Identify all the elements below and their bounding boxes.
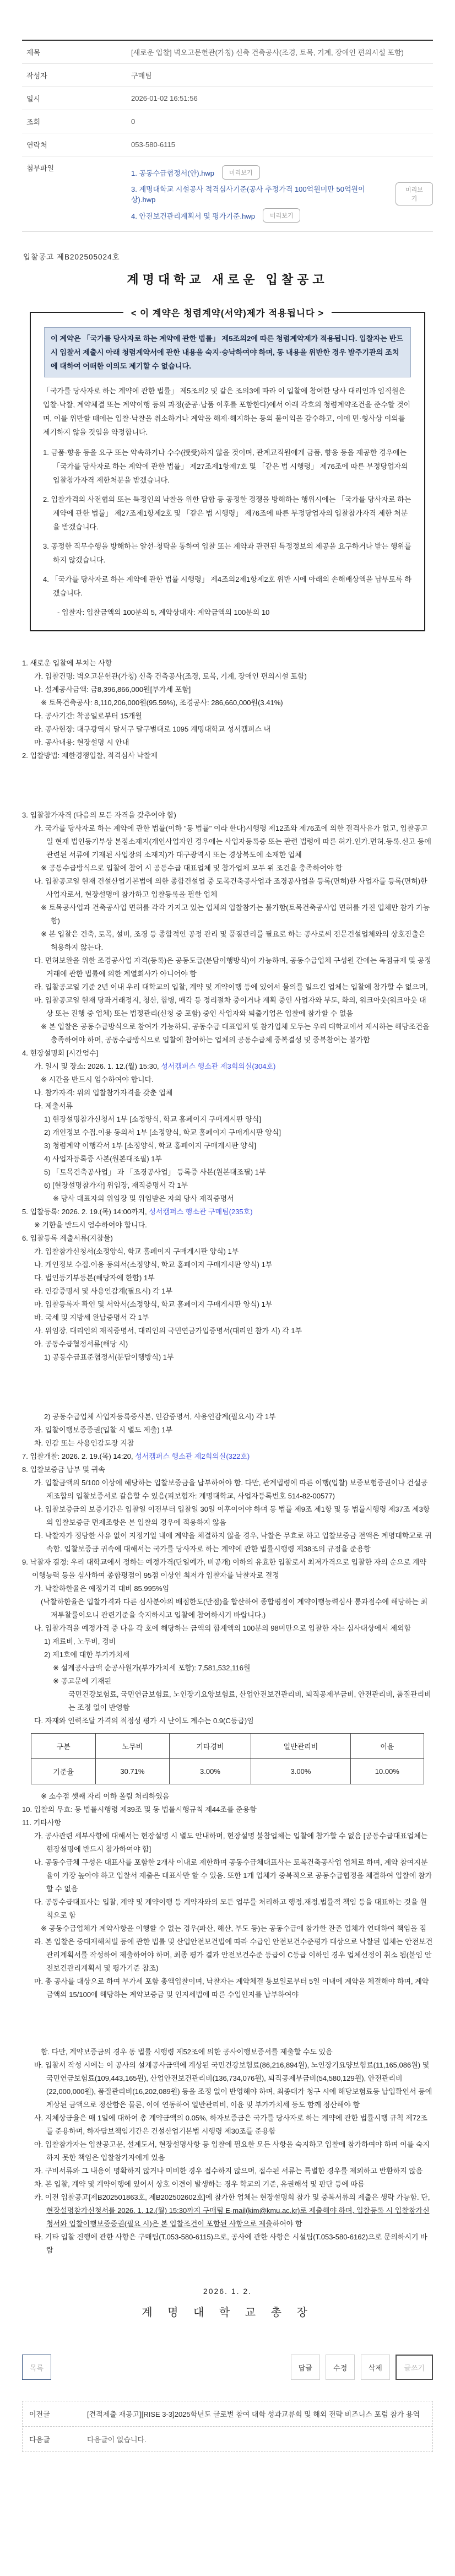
doc-line <box>22 981 433 994</box>
doc-text: 4. 현장설명회 [시간엄수] <box>22 1049 99 1057</box>
doc-line <box>22 1529 433 1556</box>
attachments-row <box>22 156 433 232</box>
location-text: 성서캠퍼스 행소관 제2회의실(322호) <box>135 1452 250 1460</box>
doc-text: ※ 기한을 반드시 엄수하여야 합니다. <box>34 1221 147 1229</box>
doc-text: 1. 새로운 입찰에 부치는 사항 <box>22 659 112 667</box>
integrity-item4-sub: - 입찰자: 입찰금액의 100분의 5, 계약상대자: 계약금액의 100분의 10 <box>57 608 270 616</box>
nav-label: 다음글 <box>29 2436 50 2444</box>
signature-president: 계 명 대 학 교 총 장 <box>142 2307 313 2319</box>
doc-text: 나. 입찰보증금의 보증기간은 입찰일 이전부터 입찰일 30일 이후이어야 하며 동 법률 제9조 제1항 및 동 법률시행령 제37조 제3항의 입찰보증금 면제조항은 본 입찰의 경우에 적용하지 않음 <box>34 1505 430 1527</box>
doc-text: 나. 설계공사금액: 금8,396,866,000원[부가세 포함] <box>34 685 191 694</box>
doc-text: 아. 입찰참가자는 입찰공고문, 설계도서, 현장설명사항 등 입찰에 필요한 모든 사항을 숙지하고 입찰에 참가하여야 하며 이를 숙지하지 못한 책임은 입찰참가자에게 있음 <box>34 2140 430 2162</box>
doc-text: 함. 다만, 계약보증금의 경우 동 법률 시행령 제52조에 의한 공사이행보증서를 제출할 수도 있음 <box>41 2048 333 2056</box>
doc-line <box>22 723 433 736</box>
doc-text: ※ 공고문에 기재된 <box>53 1677 112 1685</box>
rate-header-cell: 일반관리비 <box>251 1734 350 1759</box>
doc-line <box>22 2231 433 2257</box>
attachment-link[interactable]: 4. 안전보건관리계획서 및 평가기준.hwp <box>131 212 255 220</box>
doc-line <box>22 2045 433 2059</box>
doc-text: 가. 국가를 당사자로 하는 계약에 관한 법률(이하 "동 법률" 이라 한다)시행령 제12조와 제76조에 의한 결격사유가 없고, 입찰공고일 현재 법인등기부상 본점소재지(개인사업자인 경우에는 사업자등록증 또는 관련 법령에 따른 허가.인가.면허.등록.신고 등에 관련된 서류에 기재된 사업장의 소재지)가 대구광역시 또는 경상북도에 소재한 업체 <box>34 824 431 859</box>
doc-text: 10. 입찰의 무효: 동 법률시행령 제39조 및 동 법률시행규칙 제44조를 준용함 <box>22 1805 257 1814</box>
doc-line <box>22 1896 433 1922</box>
doc-text: 5) 「토목건축공사업」 과 「조경공사업」 등록증 사본(원본대조필) 1부 <box>44 1168 266 1176</box>
doc-text: 마. 공사내용: 현장설명 시 안내 <box>34 738 129 746</box>
doc-line <box>22 1232 433 1245</box>
doc-text: 자. 입찰이행보증증권(입찰 시 별도 제출) 1부 <box>34 1426 173 1434</box>
doc-text: 다. 법인등기부등본(해당자에 한함) 1부 <box>34 1274 155 1282</box>
list-button[interactable]: 목록 <box>22 2355 51 2380</box>
nav-row-다음글 <box>23 2426 432 2451</box>
meta-row <box>22 133 433 156</box>
doc-text: 다. 공동수급대표사는 입찰, 계약 및 계약이행 등 계약자와의 모든 업무를 처리하고 행정.재정.법률적 책임 등을 대표하는 것을 원칙으로 함 <box>34 1898 427 1919</box>
doc-text: 3) 청렴계약 이행각서 1부 [소정양식, 학교 홈페이지 구매게시판 양식] <box>44 1141 257 1150</box>
doc-text: 라. 입찰공고일 기준 2년 이내 우리 대학교의 입찰, 계약 및 계약이행 등에 있어서 물의를 일으킨 업체는 입찰에 참가할 수 없으며, <box>34 983 428 991</box>
signature-date: 2026. 1. 2. <box>203 2287 252 2296</box>
doc-text: ※ 본 입찰은 건축, 토목, 설비, 조경 등 종합적인 공정 관리 및 품질관리를 필요로 하는 공사로써 전문건설업체와의 상호진출은 허용하지 않는다. <box>41 930 426 951</box>
doc-text: 가. 입찰참가신청서(소정양식, 학교 홈페이지 구매게시판 양식) 1부 <box>34 1247 239 1255</box>
doc-line <box>22 1975 433 2001</box>
integrity-item: 4. 「국가를 당사자로 하는 계약에 관한 법률 시행령」 제4조의2제1항제2호 위반 시에 아래의 손해배상액을 납부토록 하겠습니다. <box>43 575 411 597</box>
delete-button[interactable]: 삭제 <box>361 2355 390 2380</box>
doc-line <box>22 875 433 901</box>
doc-line <box>22 1595 433 1622</box>
integrity-items <box>41 446 414 600</box>
doc-line <box>22 1662 433 1675</box>
doc-line <box>22 1714 433 1728</box>
post-action-bar <box>22 2355 433 2380</box>
doc-line <box>22 1582 433 1595</box>
doc-text: 마. 입찰등록자 확인 및 서약서(소정양식, 학교 홈페이지 구매게시판 양식) 1부 <box>34 1300 273 1308</box>
doc-line <box>22 657 433 670</box>
doc-line <box>22 2112 433 2138</box>
doc-text: 사. 위임장, 대리인의 재직증명서, 대리인의 국민연금가입증명서(대리인 참가 시) 각 1부 <box>34 1327 302 1335</box>
doc-text: 2) 공동수급업체 사업자등록증사본, 인감증명서, 사용인감계(필요시) 각 1부 <box>44 1413 276 1421</box>
meta-label: 첨부파일 <box>26 164 55 172</box>
meta-value: 2026-01-02 16:51:56 <box>131 87 433 110</box>
right-button-group <box>288 2355 433 2380</box>
doc-line <box>22 1935 433 1975</box>
doc-line <box>22 1476 433 1503</box>
doc-text: 아. 공동수급협정서류(해당 시) <box>34 1340 128 1348</box>
rate-header-row <box>31 1734 424 1759</box>
doc-line <box>22 2191 433 2231</box>
location-text: 성서캠퍼스 행소관 제3회의실(304호) <box>161 1062 276 1070</box>
doc-line <box>22 822 433 862</box>
doc-line <box>22 1245 433 1258</box>
doc-text: (낙찰하한율은 입찰가격과 다른 심사분야의 배점한도(만점)을 합산하여 종합평점이 계약이행능력심사 통과점수에 해당하는 최저투찰률이오니 관련기준을 숙지하시고 입찰에 참여하시기 바랍니다.) <box>41 1598 428 1619</box>
meta-row <box>22 64 433 87</box>
doc-line <box>22 736 433 749</box>
preview-button[interactable]: 미리보기 <box>222 165 260 180</box>
doc-text: 4) 사업자등록증 사본(원본대조필) 1부 <box>44 1155 162 1163</box>
meta-row <box>22 40 433 64</box>
preview-button[interactable]: 미리보기 <box>263 208 301 223</box>
doc-text: ※ 공동수급방식으로 입찰에 참여 시 공동수급 대표업체 및 참가업체 모두 위 조건을 충족하여야 함 <box>41 864 343 872</box>
doc-text: ※ 설계공사금액 순공사원가(부가가치세 포함): 7,581,532,116원 <box>53 1664 251 1672</box>
attachment-link[interactable]: 1. 공동수급협정서(안).hwp <box>131 169 215 177</box>
preview-button[interactable]: 미리보기 <box>396 182 433 205</box>
doc-line <box>22 1166 433 1179</box>
doc-line <box>22 1803 433 1816</box>
doc-text: ※ 토목건축공사: 8,110,206,000원(95.59%), 조경공사: 286,660,000원(3.41%) <box>41 699 283 707</box>
integrity-box-heading: < 이 계약은 청렴계약(서약)제가 적용됩니다 > <box>123 306 332 319</box>
doc-line <box>22 1192 433 1205</box>
doc-text: 자. 구비서류와 그 내용이 명확하지 않거나 미비한 경우 접수하지 않으며, 접수된 서류는 특별한 경우를 제외하고 반환하지 않음 <box>34 2167 423 2175</box>
doc-line <box>22 1179 433 1192</box>
doc-text: 다. 자재와 인력조달 가격의 적정성 평가 시 난이도 계수는 0.9(C등급)임 <box>34 1717 254 1725</box>
doc-text: 1) 공동수급표준협정서(분담이행방식) 1부 <box>44 1353 174 1361</box>
doc-line <box>22 1922 433 1935</box>
doc-line <box>22 1437 433 1450</box>
doc-text: 6) [현장설명참가자] 위임장, 재직증명서 각 1부 <box>44 1181 188 1189</box>
doc-line <box>22 1503 433 1529</box>
bid-document <box>22 251 433 2319</box>
doc-line <box>22 2138 433 2164</box>
meta-label: 작성자 <box>22 64 131 87</box>
meta-value: 053-580-6115 <box>131 133 433 156</box>
meta-value: 구매팀 <box>131 64 433 87</box>
doc-line <box>22 994 433 1020</box>
reply-button[interactable]: 답글 <box>291 2355 320 2380</box>
rate-header-cell: 기타경비 <box>169 1734 251 1759</box>
rate-row-label: 기준율 <box>31 1759 96 1784</box>
doc-text: 다. 낙찰자가 정당한 사유 없이 지정기일 내에 계약을 체결하지 않을 경우, 낙찰은 무효로 하고 입찰보증금 전액은 계명대학교로 귀속함. 입찰보증금 귀속에 대해서는 국가를 당사자로 하는 계약에 관한 법률시행령 제38조의 규정을 준용함 <box>34 1531 432 1553</box>
doc-line <box>22 1351 433 1364</box>
doc-text: 라. 본 입찰은 중대재해처벌 등에 관한 법률 및 산업안전보건법에 따라 수급인 안전보건수준평가 대상으로 낙찰된 업체는 안전보건관리계획서를 작성하여 제출하여야 하며, 최종 평가 결과 안전보건수준 등급이 C등급 이하인 경우 업체선정이 취소 됨(붙임 안전보건관리계획서 및 평가기준 참조) <box>34 1938 433 1972</box>
doc-line <box>22 901 433 928</box>
doc-line <box>22 2178 433 2191</box>
doc-text: 다. 제출서류 <box>34 1102 73 1110</box>
location-text: 성서캠퍼스 행소관 구매팀(235호) <box>149 1208 253 1216</box>
bid-document-body <box>22 657 433 2257</box>
doc-text: 나. 개인정보 수집.이용 동의서(소정양식, 학교 홈페이지 구매게시판 양식) 1부 <box>34 1260 273 1269</box>
attachment-item <box>131 182 433 205</box>
doc-line <box>22 1830 433 1856</box>
doc-line <box>22 696 433 710</box>
page-title: 계명대학교 새로운 입찰공고 <box>127 273 328 286</box>
doc-text: ※ 당사 대표자의 위임장 및 위임받은 자의 당사 재직증명서 <box>53 1194 234 1203</box>
doc-line <box>22 1688 433 1714</box>
doc-text: 2. 입찰방법: 제한경쟁입찰, 적격심사 낙찰제 <box>22 751 158 760</box>
doc-line <box>22 1816 433 1830</box>
doc-text: 가. 입찰금액의 5/100 이상에 해당하는 입찰보증금을 납부하여야 함. 다만, 관계법령에 따른 이행(입찰) 보증보험증권이나 건설공제조합의 입찰보증서로 갈음할 수 있음(피보험자: 계명대학교, 사업자등록번호 514-82-00577) <box>34 1479 428 1500</box>
nav-row-이전글 <box>23 2401 432 2426</box>
doc-text: 다. 공사기간: 착공일로부터 15개월 <box>34 712 142 720</box>
doc-text: 카. 이전 입찰공고[제B202501863호, 제B202502602호]에 참가한 업체는 현장설명회 참가 및 중복서류의 제출은 생략 가능함. 단, <box>34 2193 430 2201</box>
doc-line <box>22 809 433 822</box>
doc-text: 차. 본 입찰, 계약 및 계약이행에 있어서 상호 이견이 발생하는 경우 학교의 기준, 유권해석 및 판단 등에 따름 <box>34 2180 365 2188</box>
doc-text: 타. 기타 입찰 진행에 관한 사항은 구매팀(T.053-580-6115)으로, 공사에 관한 사항은 시설팀(T.053-580-6162)으로 문의하시기 바람 <box>34 2233 427 2254</box>
doc-text: 3. 입찰참가자격 (다음의 모든 자격을 갖추어야 함) <box>22 811 176 819</box>
attachment-item <box>131 208 433 223</box>
doc-text: 나. 공동수급체 구성은 대표사를 포함한 2개사 이내로 제한하며 공동수급체대표사는 토목건축공사업 업체로 하며, 계약 참여지분율이 가장 높아야 하고 입찰서 제출은 대표사만 할 수 있음. 또한 1개 업체가 중복적으로 공동수급협정을 체결하여 입찰에 참가할 수 없음 <box>34 1858 432 1893</box>
attachments-cell <box>131 156 433 232</box>
doc-line <box>22 749 433 762</box>
integrity-highlight: 이 계약은 「국가를 당사자로 하는 계약에 관한 법률」 제5조의2에 따른 청렴계약제가 적용됩니다. 입찰자는 반드시 입찰서 제출시 아래 청렴계약서에 관한 내용을 숙지·승낙하여야 하며, 동 내용을 위반한 경우 발주기관의 조치에 대하여 어떠한 이의도 제기할 수 없습니다. <box>44 327 411 377</box>
doc-text: 11. 기타사항 <box>22 1819 61 1827</box>
rate-value-cell: 30.71% <box>96 1759 169 1784</box>
integrity-pledge-box <box>30 309 425 631</box>
doc-line <box>22 1126 433 1139</box>
doc-text: 가. 낙찰하한율은 예정가격 대비 85.995%임 <box>34 1584 170 1593</box>
rate-value-cell: 3.00% <box>251 1759 350 1784</box>
doc-line <box>22 1622 433 1635</box>
meta-label: 일시 <box>22 87 131 110</box>
doc-text: 7. 입찰개찰: 2026. 2. 19.(목) 14:20, <box>22 1452 136 1460</box>
doc-text: 가. 일시 및 장소: 2026. 1. 12.(월) 15:30, <box>34 1062 161 1070</box>
doc-line <box>22 1285 433 1298</box>
write-button[interactable]: 글쓰기 <box>396 2355 433 2380</box>
prev-next-nav <box>22 2401 433 2452</box>
integrity-item: 3. 공정한 직무수행을 방해하는 알선·청탁을 통하여 입찰 또는 계약과 관련된 특정정보의 제공을 요구하거나 받는 행위를 하지 않겠습니다. <box>43 542 411 564</box>
doc-text: 바. 국세 및 지방세 완납증명서 각 1부 <box>34 1313 149 1322</box>
doc-line <box>22 1298 433 1311</box>
doc-text: 나. 참가자격: 위의 입찰참가자격을 갖춘 업체 <box>34 1089 173 1097</box>
notice-number: 입찰공고 제B202505024호 <box>23 253 120 261</box>
doc-text: 다. 면허보완을 위한 조경공사업 자격(등록)은 공동도급(분담이행방식)이 가능하며, 공동수급업체 구성원 간에는 독점규제 및 공정거래에 관한 법률에 의한 계열회사가 아니어야 함 <box>34 956 431 978</box>
doc-line <box>22 1450 433 1463</box>
doc-text: 2) 제1호에 대한 부가가치세 <box>44 1650 130 1659</box>
doc-text: ※ 시간을 반드시 엄수하여야 합니다. <box>41 1075 154 1084</box>
doc-line <box>22 1086 433 1100</box>
doc-text: 마. 입찰공고일 현재 당좌거래정지, 청산, 합병, 매각 등 정리절차 중이거나 계획 중인 사업자와 부도, 화의, 워크아웃(워크아웃 대상 또는 진행 중 업체) 또는 법정관리(신청 중 포함) 중인 사업자와 퇴출기업은 입찰에 참가할 수 없음 <box>34 996 426 1018</box>
meta-value: 0 <box>131 110 433 133</box>
doc-text: 1) 현장설명참가신청서 1부 [소정양식, 학교 홈페이지 구매게시판 양식] <box>44 1115 261 1123</box>
doc-line <box>22 1556 433 1582</box>
doc-line <box>22 1338 433 1351</box>
doc-text: 8. 입찰보증금 납부 및 귀속 <box>22 1465 105 1474</box>
doc-line <box>22 683 433 696</box>
doc-text: 하여야 함 <box>272 2220 302 2228</box>
doc-line <box>22 1113 433 1126</box>
page-break-spacer <box>22 1364 433 1410</box>
doc-line <box>22 1139 433 1152</box>
meta-value: [새로운 입찰] 벽오고문헌관(가칭) 신축 건축공사(조경, 토목, 기계, 장애인 편의시설 포함) <box>131 40 433 64</box>
meta-label: 조회 <box>22 110 131 133</box>
rate-header-cell: 이윤 <box>350 1734 424 1759</box>
nav-label: 이전글 <box>29 2410 50 2418</box>
doc-line <box>22 1324 433 1338</box>
criteria-rate-table <box>31 1733 424 1784</box>
doc-line <box>22 1675 433 1688</box>
rate-value-cell: 10.00% <box>350 1759 424 1784</box>
edit-button[interactable]: 수정 <box>326 2355 355 2380</box>
integrity-item: 1. 금품·향응 등을 요구 또는 약속하거나 수수(授受)하지 않을 것이며, 관계교직원에게 금품, 향응 등을 제공한 경우에는 「국가를 당사자로 하는 계약에 관한 법률」 제27조제1항제7호 및 「같은 법 시행령」 제76조에 따른 부정당업자의 입찰참가자격 제한처분을 받겠습니다. <box>43 448 408 484</box>
doc-text: 가. 입찰건명: 벽오고문헌관(가칭) 신축 건축공사(조경, 토목, 기계, 장애인 편의시설 포함) <box>34 672 307 680</box>
doc-line <box>22 928 433 954</box>
doc-text: 나. 입찰공고일 현재 건설산업기본법에 의한 종합건설업 중 토목건축공사업과 조경공사업을 등록(면허)한 사업자를 등록(면허)한 사업자로서, 현장설명에 참가하고 입찰등록을 필한 업체 <box>34 877 427 899</box>
nav-post-title: 다음글이 없습니다. <box>87 2436 147 2444</box>
integrity-paragraph: 「국가를 당사자로 하는 계약에 관한 법률」 제5조의2 및 같은 조의3에 따라 이 입찰에 참여한 당사 대리인과 임직원은 입찰·낙찰, 계약체결 또는 계약이행 등의 과정(준공·납품 이후를 포함한다)에서 아래 각호의 청렴계약조건을 준수할 것이며, 이를 위반할 때에는 입찰·낙찰을 취소하거나 계약을 해제·해지하는 등의 불이익을 감수하고, 이에 민·형사상 이의를 제기하지 않을 것임을 약정합니다. <box>43 387 411 436</box>
doc-line <box>22 1152 433 1166</box>
rate-value-cell: 3.00% <box>169 1759 251 1784</box>
post-meta-table <box>22 40 433 232</box>
doc-text: 나. 입찰가격을 예정가격 중 다음 각 호에 해당하는 금액의 합계액의 100분의 98미만으로 입찰한 자는 심사대상에서 제외함 <box>34 1624 411 1632</box>
doc-line <box>22 2059 433 2112</box>
nav-post-title[interactable]: [견적제출 재공고][RISE 3-3]2025학년도 글로벌 참여 대학 성과교류회 및 해외 전략 비즈니스 포럼 참가 용역 <box>87 2410 420 2418</box>
doc-text: 2) 개인정보 수집.이용 동의서 1부 [소정양식, 학교 홈페이지 구매게시판 양식] <box>44 1128 281 1137</box>
doc-text: 1) 재료비, 노무비, 경비 <box>44 1637 116 1646</box>
doc-line <box>22 1100 433 1113</box>
doc-text: 사. 지체상금율은 매 1일에 대하여 총 계약금액의 0.05%, 하자보증금은 국가를 당사자로 하는 계약에 관한 법률시행 규칙 제72조를 준용하며, 하자담보책임기간은 건설산업기본법 시행령 제30조를 준용함 <box>34 2114 427 2135</box>
doc-line <box>22 1060 433 1073</box>
attachment-link[interactable]: 3. 계명대학교 시설공사 적격심사기준(공사 추정가격 100억원미만 50억원이상).hwp <box>131 185 365 204</box>
page-break-spacer <box>22 762 433 809</box>
doc-line <box>22 1271 433 1285</box>
doc-text: 9. 낙찰자 결정: 우리 대학교에서 정하는 예정가격(단일예가, 비공개) 이하의 유효한 입찰로서 최저가격으로 입찰한 자의 순으로 계약이행능력 등을 심사하여 종합평점이 95점 이상인 최저가 입찰자를 낙찰자로 결정 <box>22 1558 426 1579</box>
doc-line <box>22 1258 433 1271</box>
rate-header-cell: 구분 <box>31 1734 96 1759</box>
doc-line <box>22 1635 433 1648</box>
doc-line <box>22 1047 433 1060</box>
doc-line <box>22 1219 433 1232</box>
doc-text: ※ 공동수급업체가 계약사항을 이행할 수 없는 경우(파산, 해산, 부도 등)는 공동수급에 참가한 잔존 업체가 연대하여 책임을 짐 <box>41 1924 426 1933</box>
doc-line <box>22 1424 433 1437</box>
doc-text: 국민건강보험료, 국민연금보험료, 노인장기요양보험료, 산업안전보건관리비, 퇴직공제부금비, 안전관리비, 품질관리비는 조정 없이 반영함 <box>68 1690 431 1712</box>
rate-header-cell: 노무비 <box>96 1734 169 1759</box>
meta-label: 제목 <box>22 40 131 64</box>
doc-text: ※ 본 입찰은 공동수급방식으로 참여가 가능하되, 공동수급 대표업체 및 참가업체 모두는 우리 대학교에서 제시하는 해당조건을 충족하여야 하며, 공동수급방식으로 입찰에 참여하는 업체의 공동수급체 중복결성 및 중복참여는 불가함 <box>41 1022 430 1044</box>
doc-line <box>22 954 433 981</box>
doc-line <box>22 1073 433 1086</box>
doc-text: 차. 인감 또는 사용인감도장 지참 <box>34 1439 134 1447</box>
meta-row <box>22 110 433 133</box>
doc-line <box>22 1205 433 1219</box>
doc-line <box>22 2164 433 2178</box>
doc-line <box>22 862 433 875</box>
doc-line <box>22 1311 433 1324</box>
doc-line <box>22 1410 433 1424</box>
meta-label: 연락처 <box>22 133 131 156</box>
doc-text: 현장설명참가신청서를 2026. 1. 12.(월) 15:30까지 구매팀 E-mail(kim@kmu.ac.kr)로 제출해야 하며, 입찰등록 시 입찰참가신청서와 입찰이행보증증권(필요 시)은 본 입찰조건이 포함된 사항으로 제출 <box>46 2206 430 2228</box>
attachment-item <box>131 165 433 180</box>
doc-line <box>22 1020 433 1047</box>
doc-line <box>22 1648 433 1662</box>
meta-row <box>22 87 433 110</box>
doc-text: 마. 총 공사를 대상으로 하여 부가세 포함 총액입찰이며, 낙찰자는 계약체결 통보일로부터 5일 이내에 계약을 체결해야 하며, 계약금액의 15/100에 해당하는 계약보증금 및 인지세법에 따른 수입인지를 납부하여야 <box>34 1977 429 1999</box>
doc-text: 5. 입찰등록: 2026. 2. 19.(목) 14:00까지, <box>22 1208 149 1216</box>
integrity-item: 2. 입찰가격의 사전협의 또는 특정인의 낙찰을 위한 담합 등 공정한 경쟁을 방해하는 행위시에는 「국가를 당사자로 하는 계약에 관한 법률」 제27조제1항제2호 및 「같은 법 시행령」 제76조에 따른 부정당업자의 입찰참가자격 제한 처분을 받겠습니다. <box>43 495 411 531</box>
rate-value-row <box>31 1759 424 1784</box>
doc-text: 6. 입찰등록 제출서류(지참물) <box>22 1234 113 1242</box>
doc-line <box>22 1856 433 1896</box>
doc-text: ※ 토목공사업과 건축공사업 면허를 각각 가지고 있는 업체의 입찰참가는 불가함(토목건축공사업 면허를 가진 업체만 참가 가능함) <box>41 903 430 925</box>
doc-line <box>22 1790 433 1803</box>
doc-text: 라. 인감증명서 및 사용인감계(필요시) 각 1부 <box>34 1287 173 1295</box>
doc-line <box>22 1463 433 1476</box>
doc-line <box>22 670 433 683</box>
doc-text: ※ 소수점 셋째 자리 이하 올림 처리하였음 <box>41 1792 170 1800</box>
doc-text: 라. 공사현장: 대구광역시 달서구 달구벌대로 1095 계명대학교 성서캠퍼스 내 <box>34 725 271 733</box>
doc-text: 가. 공사관련 세부사항에 대해서는 현장설명 시 별도 안내하며, 현장설명 불참업체는 입찰에 참가할 수 없음 [공동수급대표업체는 현장설명에 반드시 참가하여야 함] <box>34 1832 428 1853</box>
doc-line <box>22 710 433 723</box>
page-break-spacer <box>22 2001 433 2045</box>
doc-text: 바. 입찰서 작성 시에는 이 공사의 설계공사금액에 계상된 국민건강보험료(86,216,894원), 노인장기요양보험료(11,165,086원) 및 국민연금보험료(109,443,165원), 산업안전보건관리비(136,734,076원), 퇴직공제부금비(54,580,129원), 안전관리비(22,000,000원), 품질관리비(16,202,089원) 등을 조정 없이 반영해야 하며, 최종대가 청구 시에 해당보험료등 납입확인서 등에 계상된 금액으로 정산함은 물론, 이에 연동하여 일반관리비, 이윤 및 부가가치세 등도 함께 정산해야 함 <box>34 2061 432 2109</box>
